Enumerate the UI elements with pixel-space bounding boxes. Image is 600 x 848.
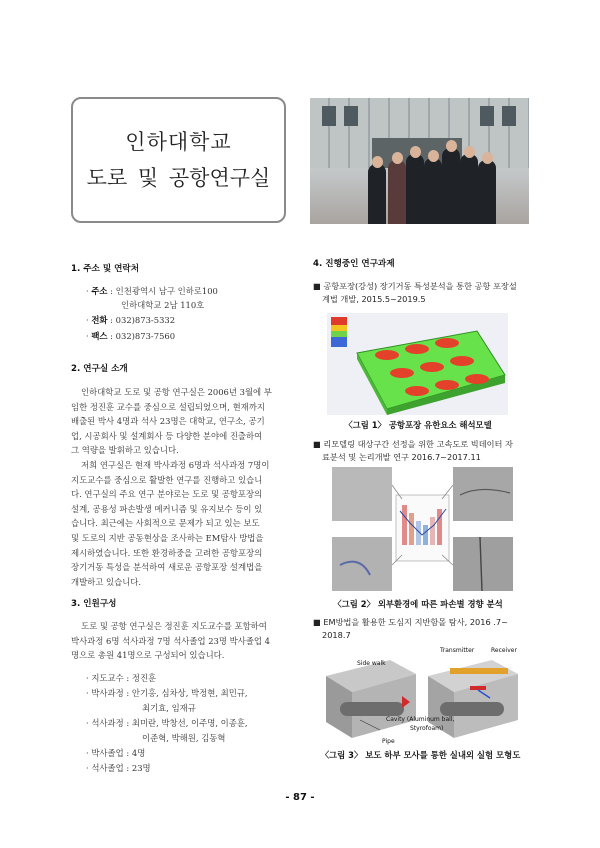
intro-line: 지도교수를 중심으로 활발한 연구를 진행하고 있습니 [71,474,263,485]
fax-value: 032)873-7560 [115,331,176,341]
photo-window [502,106,516,126]
members-line: 박사과정 6명 석사과정 7명 석사졸업 23명 박사졸업 4 [71,635,270,646]
project-item-2-line1: 리모델링 대상구간 선정을 위한 고속도로 빅데이터 자 [323,439,513,449]
title-box [71,97,286,223]
project-item-1: ■ 공항포장(강성) 장기거동 특성분석을 통한 공항 포장설 계법 개발, 2015.5~2019.5 [313,281,517,304]
fig3-label-cavity: Cavity (Aluminum ball, [386,716,455,723]
intro-line: 그 역량을 발휘하고 있습니다. [71,445,179,456]
members-item-label: 석사졸업 [91,763,124,773]
photo-window [480,106,494,126]
photo-head [372,156,383,168]
intro-line: 업, 시공회사 및 설계회사 등 다양한 분야에 진출하여 [71,430,263,441]
fig3-caption: 〈그림 3〉 보도 하부 모사를 통한 실내외 실험 모형도 [320,750,521,760]
fig2-caption: 〈그림 2〉 외부환경에 따른 파손별 경향 분석 [333,599,503,609]
members-item-label: 박사과정 [91,688,124,698]
project-item-3: ■ EM방법을 활용한 도심지 지반함몰 탐사, 2016 .7~ 2018.7 [313,617,508,640]
fig1-caption: 〈그림 1〉 공항포장 유한요소 해석모델 [344,420,492,430]
address-line: · 주소 : 인천광역시 남구 인하로100 [86,286,218,296]
members-line: 명으로 총원 41명으로 구성되어 있습니다. [71,650,225,661]
section-heading-members: 3. 인원구성 [71,599,117,609]
address-line2: 인하대학교 2남 110호 [121,300,205,310]
group-photo [310,98,529,224]
photo-head [464,146,475,158]
members-item-value: 안기홍, 심차상, 박정현, 최민규, [131,688,248,698]
members-paragraph [71,619,291,663]
project-item-2-line2: 료분석 및 논리개발 연구 2016.7~2017.11 [322,452,481,462]
photo-person [424,158,442,224]
fig3-label-pipe: Pipe [382,738,395,745]
photo-head [446,140,457,152]
title-line1: 인하대학교 [125,130,232,154]
section-heading-address: 1. 주소 및 연락처 [71,264,140,274]
members-item: · 석사과정 : 최미란, 박창선, 이주명, 이종훈, [86,718,248,728]
intro-line: 저희 연구실은 현재 박사과정 6명과 석사과정 7명이 [81,459,270,470]
photo-person [368,164,386,224]
intro-paragraph [71,385,291,589]
project-item-3-line2: 2018.7 [322,630,351,640]
members-item-cont: 최기효, 임재규 [142,703,196,713]
title-line2: 도로 및 공항연구실 [86,166,271,190]
address-value: 인천광역시 남구 인하로100 [115,286,218,296]
members-item-value: 23명 [131,763,151,773]
intro-line: 설계, 공용성 파손발생 메커니즘 및 유지보수 등이 있 [71,503,263,514]
photo-person [478,160,496,224]
fig1-fem-model [327,313,508,415]
members-item: · 박사졸업 : 4명 [86,748,146,758]
members-list [86,671,248,776]
phone-value: 032)873-5332 [115,315,176,325]
project-item-1-line2: 계법 개발, 2015.5~2019.5 [322,294,426,304]
intro-line: 개발하고 있습니다. [71,576,142,587]
photo-person [442,148,460,224]
photo-head [392,152,403,164]
project-item-1-line1: 공항포장(강성) 장기거동 특성분석을 통한 공항 포장설 [323,281,517,291]
fig3-label-transmitter: Transmitter [440,647,475,654]
intro-line: 임한 정진훈 교수를 중심으로 설립되었으며, 현재까지 [71,401,265,412]
fax-label: 팩스 [91,331,108,341]
intro-line: 배출된 박사 4명과 석사 23명은 대학교, 연구소, 공기 [71,416,265,427]
members-line: 도로 및 공항 연구실은 정진훈 지도교수를 포함하여 [81,621,267,631]
members-item: · 지도교수 : 정진훈 [86,673,157,683]
photo-person [406,154,424,224]
intro-line: 다. 연구실의 주요 연구 분야로는 도로 및 공항포장의 [71,489,263,500]
section-heading-projects: 4. 진행중인 연구과제 [313,259,395,269]
project-item-2: ■ 리모델링 대상구간 선정을 위한 고속도로 빅데이터 자 료분석 및 논리개발 연구 2016.7~2017.11 [313,439,513,462]
members-item-label: 석사과정 [91,718,124,728]
fig3-label-receiver: Receiver [491,647,517,654]
photo-window [344,106,358,126]
members-item-value: 정진훈 [131,673,157,683]
fig3-label-styrofoam: Styrofoam) [410,725,444,732]
members-item-cont: 이준혁, 박해원, 김동혁 [142,733,226,743]
phone-label: 전화 [91,315,108,325]
photo-head [482,152,493,164]
intro-line: 인하대학교 도로 및 공항 연구실은 2006년 3월에 부 [81,387,272,397]
fig2-image [330,465,515,593]
address-label: 주소 [91,286,108,296]
photo-person [388,160,406,224]
fig3-label-sidewalk: Side walk [357,660,386,667]
members-item: · 석사졸업 : 23명 [86,763,151,773]
photo-window [322,106,336,126]
fig1-image [327,313,508,415]
intro-line: 장기거동 특성을 분석하여 새로운 공항포장 설계법을 [71,562,263,573]
photo-head [428,150,439,162]
members-item-label: 지도교수 [91,673,124,683]
members-item-value: 최미란, 박창선, 이주명, 이종훈, [131,718,248,728]
fax-line: · 팩스 : 032)873-7560 [86,331,176,341]
fig2-distress-photos [330,465,515,593]
intro-line: 습니다. 최근에는 사회적으로 문제가 되고 있는 보도 [71,518,260,529]
page-number: - 87 - [285,792,315,803]
members-item-value: 4명 [131,748,146,758]
intro-line: 및 도로의 지반 공동현상을 조사하는 EM탐사 방법을 [71,532,264,543]
project-item-3-line1: EM방법을 활용한 도심지 지반함몰 탐사, 2016 .7~ [323,617,508,627]
photo-person [460,154,478,224]
intro-line: 제시하였습니다. 또한 환경하중을 고려한 공항포장의 [71,547,263,558]
members-item: · 박사과정 : 안기홍, 심차상, 박정현, 최민규, [86,688,248,698]
photo-head [410,146,421,158]
phone-line: · 전화 : 032)873-5332 [86,315,176,325]
members-item-label: 박사졸업 [91,748,124,758]
section-heading-intro: 2. 연구실 소개 [71,364,128,374]
